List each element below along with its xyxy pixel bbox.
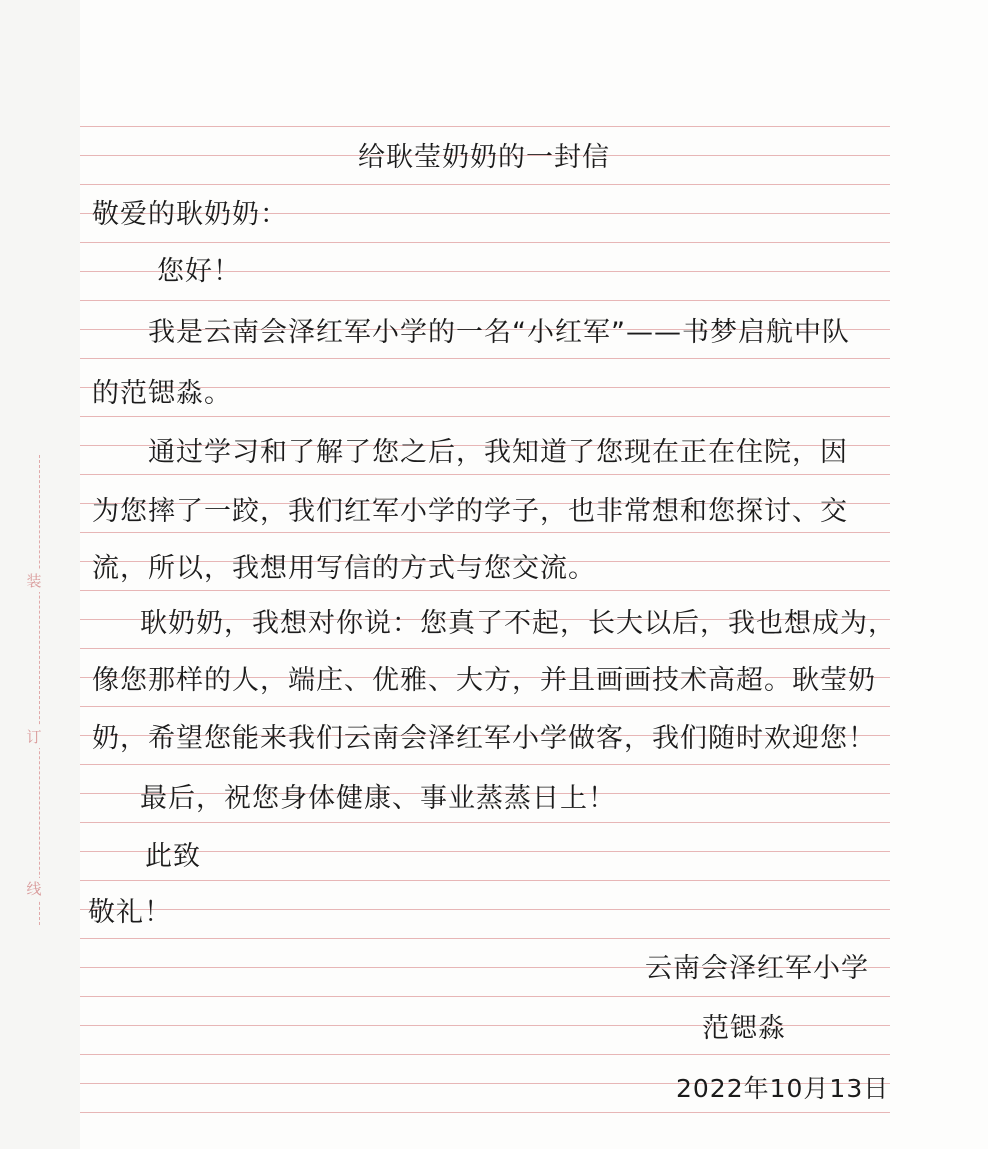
- ruled-line: [80, 184, 890, 185]
- signature-date: 2022年10月13日: [676, 1074, 890, 1103]
- ruled-line: [80, 242, 890, 243]
- signature-school: 云南会泽红军小学: [645, 953, 869, 984]
- ruled-line: [80, 1112, 890, 1113]
- ruled-line: [80, 851, 890, 852]
- paragraph2-line2: 为您摔了一跤，我们红军小学的学子，也非常想和您探讨、交: [92, 496, 848, 527]
- letter-title: 给耿莹奶奶的一封信: [358, 142, 610, 173]
- paragraph3-line3: 奶，希望您能来我们云南会泽红军小学做客，我们随时欢迎您！: [92, 723, 876, 754]
- signature-name: 范锶淼: [702, 1013, 786, 1044]
- paragraph1-line2: 的范锶淼。: [92, 378, 232, 409]
- paragraph1-line1: 我是云南会泽红军小学的一名“小红军”——书梦启航中队: [148, 317, 850, 348]
- ruled-line: [80, 706, 890, 707]
- ruled-line: [80, 764, 890, 765]
- ruled-line: [80, 1054, 890, 1055]
- ruled-line: [80, 532, 890, 533]
- ruled-line: [80, 358, 890, 359]
- paragraph2-line1: 通过学习和了解了您之后，我知道了您现在正在住院，因: [148, 437, 848, 468]
- ruled-line: [80, 996, 890, 997]
- ruled-line: [80, 648, 890, 649]
- ruled-line: [80, 909, 890, 910]
- ruled-line: [80, 126, 890, 127]
- ruled-line: [80, 938, 890, 939]
- binding-mark-xian: 线: [22, 878, 46, 900]
- closing-wish: 最后，祝您身体健康、事业蒸蒸日上！: [140, 783, 616, 814]
- binding-dashed-line: [39, 455, 40, 925]
- closing-zhici: 此致: [145, 841, 201, 872]
- ruled-line: [80, 590, 890, 591]
- paragraph2-line3: 流，所以，我想用写信的方式与您交流。: [92, 553, 596, 584]
- ruled-line: [80, 474, 890, 475]
- paragraph3-line1: 耿奶奶，我想对你说：您真了不起，长大以后，我也想成为，: [140, 608, 896, 639]
- ruled-line: [80, 880, 890, 881]
- closing-jingli: 敬礼！: [88, 897, 172, 928]
- ruled-line: [80, 416, 890, 417]
- binding-mark-zhuang: 装: [22, 570, 46, 592]
- salutation: 敬爱的耿奶奶：: [92, 199, 288, 230]
- binding-gutter: [0, 0, 80, 1149]
- greeting: 您好！: [157, 256, 241, 287]
- ruled-line: [80, 300, 890, 301]
- binding-mark-ding: 订: [22, 726, 46, 748]
- paragraph3-line2: 像您那样的人，端庄、优雅、大方，并且画画技术高超。耿莹奶: [92, 665, 876, 696]
- ruled-line: [80, 822, 890, 823]
